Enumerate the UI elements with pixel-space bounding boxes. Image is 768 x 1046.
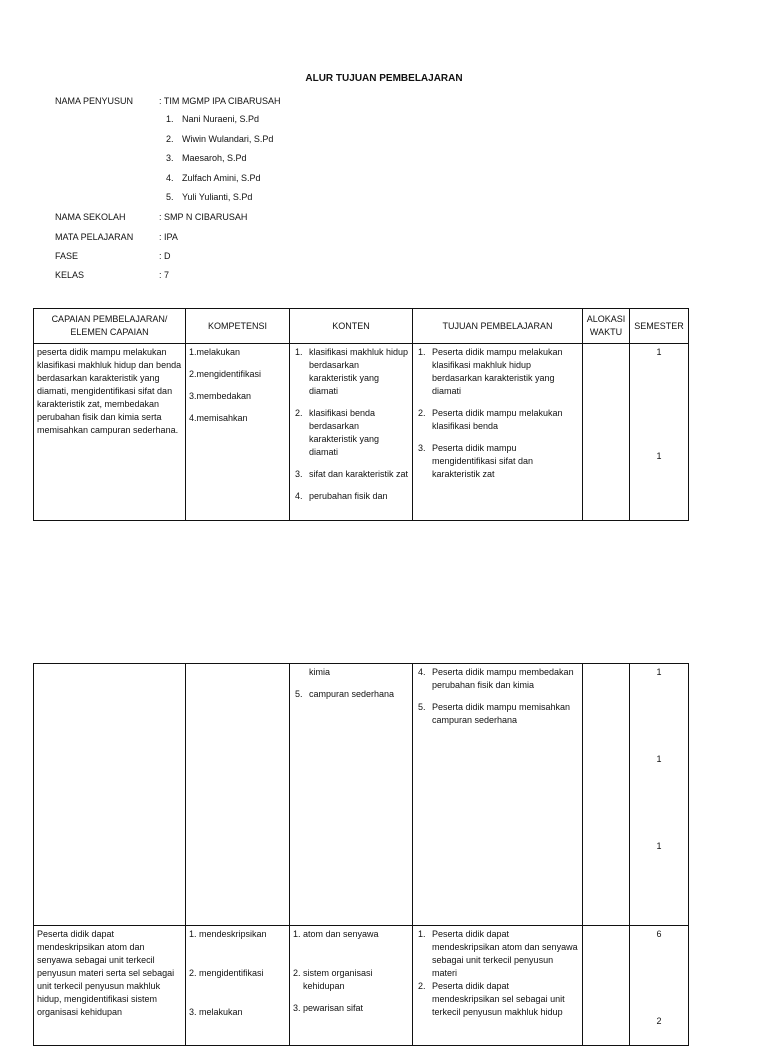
konten-item: 4. perubahan fisik dan	[295, 491, 388, 501]
atp-table-page-2	[33, 663, 689, 1046]
tujuan-item: 1. Peserta didik dapat mendeskripsikan atom dan senyawa sebagai unit terkecil penyusun materi	[418, 929, 578, 978]
header-tujuan: TUJUAN PEMBELAJARAN	[413, 309, 583, 344]
tujuan-item: 4. Peserta didik mampu membedakan perubahan fisik dan kimia	[418, 667, 574, 690]
kelas-label: KELAS	[55, 270, 85, 280]
table-row	[34, 344, 689, 521]
atp-table-page-1	[33, 308, 689, 521]
kompetensi-cell	[186, 344, 290, 521]
kelas-value: : 7	[159, 270, 170, 280]
header-konten: KONTEN	[290, 309, 413, 344]
semester-value: 1	[656, 347, 662, 357]
member-item: 4. Zulfach Amini, S.Pd	[166, 173, 261, 183]
semester-value: 2	[656, 1016, 662, 1026]
kompetensi-cell	[186, 664, 290, 926]
member-item: 2. Wiwin Wulandari, S.Pd	[166, 134, 274, 144]
semester-cell	[630, 664, 689, 926]
tujuan-cell	[413, 926, 583, 1046]
header-capaian: CAPAIAN PEMBELAJARAN/ ELEMEN CAPAIAN	[34, 309, 186, 344]
alokasi-cell	[583, 926, 630, 1046]
semester-value: 6	[656, 929, 662, 939]
konten-item: 2. sistem organisasi kehidupan	[293, 968, 373, 991]
header-kompetensi: KOMPETENSI	[186, 309, 290, 344]
konten-item: 3. sifat dan karakteristik zat	[295, 469, 409, 479]
capaian-cell: peserta didik mampu melakukan klasifikasi makhluk hidup dan benda berdasarkan karakteristik yang diamati, mengidentifikasi sifat dan karakteristik zat, membedakan perubahan fisik dan kimia serta memisahkan campuran sederhana.	[34, 344, 186, 521]
mapel-value: : IPA	[159, 232, 178, 242]
capaian-cell: Peserta didik dapat mendeskripsikan atom dan senyawa sebagai unit terkecil penyusun materi serta sel sebagai unit terkecil penyusun makhluk hidup, mengidentifikasi sistem organisasi kehidupan	[34, 926, 186, 1046]
capaian-cell	[34, 664, 186, 926]
table-header-row	[34, 309, 689, 344]
header-semester: SEMESTER	[630, 309, 689, 344]
konten-item: 1. klasifikasi makhluk hidup berdasarkan karakteristik yang diamati	[295, 347, 409, 396]
kompetensi-item: 4.memisahkan	[189, 413, 248, 423]
document-title: ALUR TUJUAN PEMBELAJARAN	[305, 73, 463, 84]
semester-value: 1	[656, 754, 662, 764]
tujuan-item: 2. Peserta didik mampu melakukan klasifikasi benda	[418, 408, 563, 431]
kompetensi-item: 1. mendeskripsikan	[189, 929, 267, 939]
kompetensi-item: 2. mengidentifikasi	[189, 968, 264, 978]
konten-cell	[290, 926, 413, 1046]
tujuan-item: 5. Peserta didik mampu memisahkan campuran sederhana	[418, 702, 571, 725]
konten-cell	[290, 664, 413, 926]
sekolah-label: NAMA SEKOLAH	[55, 212, 126, 222]
konten-cell	[290, 344, 413, 521]
kompetensi-item: 3.membedakan	[189, 391, 252, 401]
table-row	[34, 926, 689, 1046]
table-row	[34, 664, 689, 926]
tujuan-item: 2. Peserta didik dapat mendeskripsikan sel sebagai unit terkecil penyusun makhluk hidup	[418, 981, 565, 1017]
member-item: 5. Yuli Yulianti, S.Pd	[166, 192, 253, 202]
tujuan-item: 3. Peserta didik mampu mengidentifikasi sifat dan karakteristik zat	[418, 443, 534, 479]
tujuan-cell	[413, 664, 583, 926]
tujuan-item: 1. Peserta didik mampu melakukan klasifikasi makhluk hidup berdasarkan karakteristik yang diamati	[418, 347, 563, 396]
konten-item: 2. klasifikasi benda berdasarkan karakteristik yang diamati	[295, 408, 380, 457]
fase-value: : D	[159, 251, 171, 261]
member-item: 1. Nani Nuraeni, S.Pd	[166, 114, 260, 124]
alokasi-cell	[583, 344, 630, 521]
penyusun-value: : TIM MGMP IPA CIBARUSAH	[159, 96, 281, 106]
semester-value: 1	[656, 667, 662, 677]
konten-item: 5. campuran sederhana	[295, 689, 395, 699]
semester-value: 1	[656, 451, 662, 461]
kompetensi-item: 3. melakukan	[189, 1007, 243, 1017]
member-item: 3. Maesaroh, S.Pd	[166, 153, 247, 163]
tujuan-cell	[413, 344, 583, 521]
semester-cell	[630, 926, 689, 1046]
sekolah-value: : SMP N CIBARUSAH	[159, 212, 248, 222]
mapel-label: MATA PELAJARAN	[55, 232, 134, 242]
kompetensi-item: 2.mengidentifikasi	[189, 369, 262, 379]
kompetensi-item: 1.melakukan	[189, 347, 241, 357]
alokasi-cell	[583, 664, 630, 926]
konten-item: 1. atom dan senyawa	[293, 929, 379, 939]
konten-item: 3. pewarisan sifat	[293, 1003, 364, 1013]
kompetensi-cell	[186, 926, 290, 1046]
fase-label: FASE	[55, 251, 79, 261]
semester-cell	[630, 344, 689, 521]
konten-continuation: kimia	[309, 667, 331, 677]
semester-value: 1	[656, 841, 662, 851]
header-alokasi: ALOKASI WAKTU	[583, 309, 630, 344]
penyusun-label: NAMA PENYUSUN	[55, 96, 134, 106]
